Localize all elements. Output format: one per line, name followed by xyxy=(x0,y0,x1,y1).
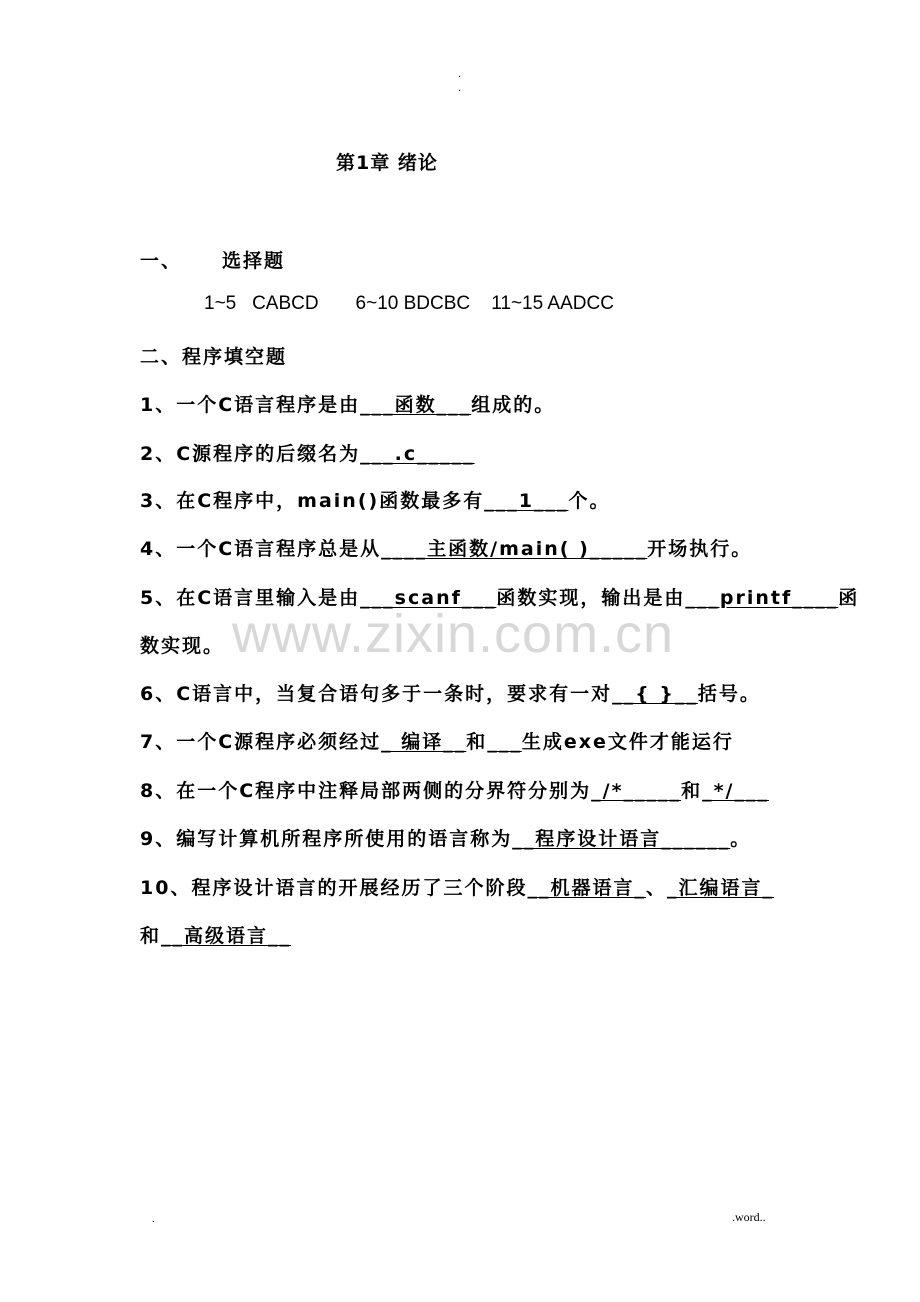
answer-blank: ____主函数/main( )_____ xyxy=(381,538,648,560)
answer-blank: __高级语言__ xyxy=(161,925,292,947)
answer-blank: __机器语言_ xyxy=(527,877,646,899)
header-dot: . xyxy=(458,69,462,80)
answer-blank: ___1___ xyxy=(484,490,569,512)
question-2 xyxy=(140,439,475,466)
question-text: 函 xyxy=(838,587,860,609)
answer-blank: ___.c_____ xyxy=(360,443,475,465)
question-1 xyxy=(140,390,555,417)
question-text: 组成的。 xyxy=(471,394,556,416)
answer-blank: ___函数___ xyxy=(360,394,472,416)
question-3 xyxy=(140,486,610,513)
answer-blank: ___ xyxy=(487,731,522,753)
answer-blank: _/*_____ xyxy=(591,780,682,802)
question-text: 、 xyxy=(645,877,667,899)
question-4 xyxy=(140,534,752,561)
answer-blank: _*/___ xyxy=(702,780,769,802)
question-text: 6、C语言中，当复合语句多于一条时，要求有一对 xyxy=(140,683,613,705)
question-text: 。 xyxy=(730,828,752,850)
section-label: 选择题 xyxy=(222,250,286,272)
question-5-continued: 数实现。 xyxy=(140,635,225,657)
question-text: 5、在C语言里输入是由 xyxy=(140,587,361,609)
footer-dot: . xyxy=(152,1213,155,1225)
answer-blank: _ 编译__ xyxy=(381,731,467,753)
question-10 xyxy=(140,873,774,900)
question-8 xyxy=(140,776,769,803)
question-text: 括号。 xyxy=(697,683,761,705)
question-text: 3、在C程序中，main()函数最多有 xyxy=(140,490,485,512)
question-text: 4、一个C语言程序总是从 xyxy=(140,538,382,560)
section-choice xyxy=(140,246,285,273)
question-6 xyxy=(140,679,761,706)
question-text: 开场执行。 xyxy=(647,538,753,560)
answer-blank: __{ }__ xyxy=(612,683,698,705)
question-9 xyxy=(140,824,751,851)
choice-answers: 1~5 CABCD 6~10 BDCBC 11~15 AADCC xyxy=(204,293,614,314)
answer-blank: _汇编语言_ xyxy=(666,877,774,899)
answer-blank: __程序设计语言______ xyxy=(512,828,731,850)
question-text: 和 xyxy=(466,731,488,753)
question-text: 10、程序设计语言的开展经历了三个阶段 xyxy=(140,877,528,899)
answer-blank: ___printf____ xyxy=(685,587,839,609)
watermark: www.zixin.com.cn xyxy=(232,604,675,664)
question-text: 和 xyxy=(140,925,162,947)
section-number: 一、 xyxy=(140,250,183,272)
question-text: 个。 xyxy=(568,490,611,512)
question-text: 生成exe文件才能运行 xyxy=(521,731,734,753)
question-7 xyxy=(140,727,734,754)
question-10-continued xyxy=(140,921,291,948)
section-fill: 二、程序填空题 xyxy=(140,346,288,368)
header-dot: . xyxy=(458,83,462,94)
question-text: 7、一个C源程序必须经过 xyxy=(140,731,382,753)
answer-blank: ___scanf___ xyxy=(360,587,497,609)
question-text: 1、一个C语言程序是由 xyxy=(140,394,361,416)
question-text: 8、在一个C程序中注释局部两侧的分界符分别为 xyxy=(140,780,592,802)
question-text: 2、C源程序的后缀名为 xyxy=(140,443,361,465)
question-text: 9、编写计算机所程序所使用的语言称为 xyxy=(140,828,513,850)
footer-label: .word.. xyxy=(732,1210,766,1224)
chapter-title: 第1章 绪论 xyxy=(336,152,438,174)
question-text: 函数实现，输出是由 xyxy=(496,587,686,609)
question-text: 和 xyxy=(681,780,703,802)
